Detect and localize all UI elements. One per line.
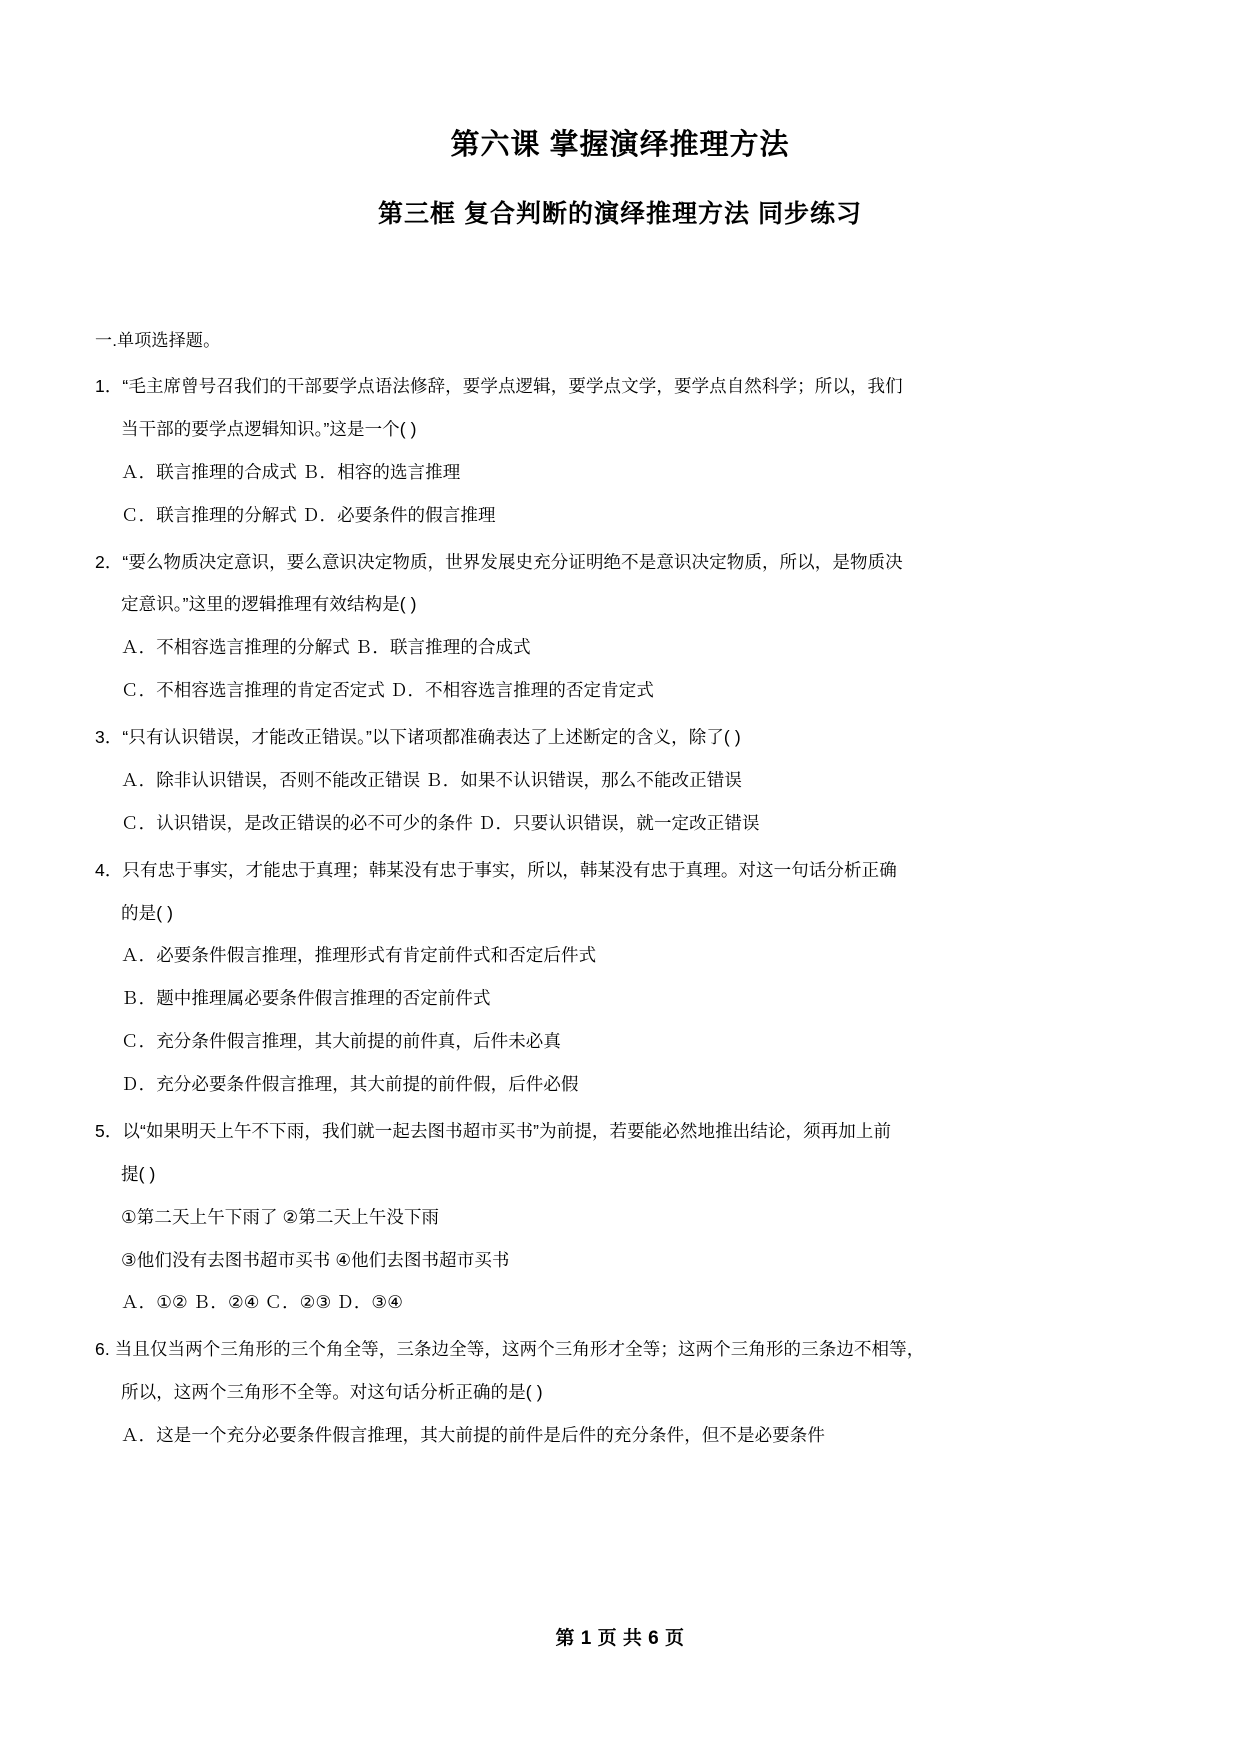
question-line: Ｃ．不相容选言推理的肯定否定式 Ｄ．不相容选言推理的否定肯定式 [121,680,654,701]
question-line: Ｂ．题中推理属必要条件假言推理的否定前件式 [121,988,491,1009]
question-line: Ａ．这是一个充分必要条件假言推理，其大前提的前件是后件的充分条件，但不是必要条件 [121,1425,825,1446]
question-block [95,541,1145,713]
question-stem-line: 6. 当且仅当两个三角形的三个角全等，三条边全等，这两个三角形才全等；这两个三角形的三条边不相等， [95,1339,925,1360]
question-stem-line: 5．以“如果明天上午不下雨，我们就一起去图书超市买书”为前提，若要能必然地推出结论，须再加上前 [95,1120,892,1141]
question-block [95,365,1145,537]
question-line: 当干部的要学点逻辑知识。”这是一个( ) [121,418,417,439]
question-line: ③他们没有去图书超市买书 ④他们去图书超市买书 [121,1249,510,1270]
question-block [95,1328,1145,1457]
question-line: 的是( ) [121,902,174,923]
question-line: Ａ．不相容选言推理的分解式 Ｂ．联言推理的合成式 [121,637,531,658]
question-line: Ａ．①② Ｂ．②④ Ｃ．②③ Ｄ．③④ [121,1292,403,1313]
section-heading-multiple-choice: 一.单项选择题。 [95,330,221,350]
question-stem-line: 2．“要么物质决定意识，要么意识决定物质，世界发展史充分证明绝不是意识决定物质，所以，是物质决 [95,551,903,572]
question-stem-line: 1．“毛主席曾号召我们的干部要学点语法修辞，要学点逻辑，要学点文学，要学点自然科学；所以，我们 [95,376,903,397]
page-subtitle: 第三框 复合判断的演绎推理方法 同步练习 [378,199,862,228]
question-stem-line: 3．“只有认识错误，才能改正错误。”以下诸项都准确表达了上述断定的含义，除了( ) [95,727,741,748]
question-line: ①第二天上午下雨了 ②第二天上午没下雨 [121,1206,440,1227]
question-block [95,716,1145,845]
question-block [95,1110,1145,1324]
question-line: Ｃ．认识错误，是改正错误的必不可少的条件 Ｄ．只要认识错误，就一定改正错误 [121,812,760,833]
question-block [95,849,1145,1106]
question-line: Ｃ．充分条件假言推理，其大前提的前件真，后件未必真 [121,1031,561,1052]
page-title: 第六课 掌握演绎推理方法 [450,129,790,161]
questions-list [95,365,1145,1457]
page-footer: 第 1 页 共 6 页 [555,1628,685,1649]
question-line: Ａ．除非认识错误，否则不能改正错误 Ｂ．如果不认识错误，那么不能改正错误 [121,769,742,790]
question-line: Ｄ．充分必要条件假言推理，其大前提的前件假，后件必假 [121,1074,579,1095]
question-line: Ａ．联言推理的合成式 Ｂ．相容的选言推理 [121,461,461,482]
question-line: Ｃ．联言推理的分解式 Ｄ．必要条件的假言推理 [121,504,496,525]
question-line: 所以，这两个三角形不全等。对这句话分析正确的是( ) [121,1382,543,1403]
document-body [0,325,1240,1457]
question-line: Ａ．必要条件假言推理，推理形式有肯定前件式和否定后件式 [121,945,597,966]
question-line: 定意识。”这里的逻辑推理有效结构是( ) [121,594,417,615]
question-stem-line: 4．只有忠于事实，才能忠于真理；韩某没有忠于事实，所以，韩某没有忠于真理。对这一句话分析正确 [95,859,897,880]
question-line: 提( ) [121,1163,156,1184]
